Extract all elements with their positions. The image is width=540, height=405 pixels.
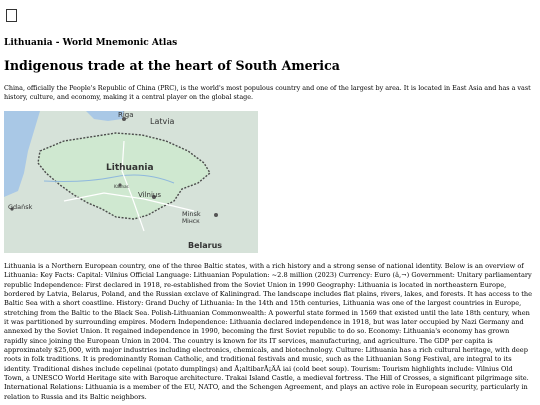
map-label-lithuania: Lithuania — [106, 163, 154, 173]
intro-paragraph: China, officially the People's Republic of China (PRC), is the world's most populous country and one of the largest by area. It is located in East Asia and has a vast history, culture, and economy, making it a central player on the global stage. — [4, 84, 531, 101]
map-label-minsk-cyrillic: Мінск — [182, 218, 200, 225]
map-graphic — [4, 111, 258, 253]
body-paragraph: Lithuania is a Northern European country, one of the three Baltic states, with a rich history and a strong sense of national identity. Below is an overview of Lithuania: Key Facts: Capital: Vilnius Official Language: Lithuanian Population: ~2.8 million (2023) Currency: Euro (â‚¬) Government: Unitary parliamentary republic Independence: First declared in 1918, re-established from the Soviet Union in 1990 Geography: Lithuania is located in northeastern Europe, bordered by Latvia, Belarus, Poland, and the Russian exclave of Kaliningrad. The landscape includes flat plains, rivers, lakes, and forests. It has access to the Baltic Sea with a short coastline. History: Grand Duchy of Lithuania: In the 14th and 15th centuries, Lithuania was one of the largest countries in Europe, stretching from the Baltic to the Black Sea. Polish-Lithuanian Commonwealth: A powerful state formed in 1569 that existed until the late 18th century, when it was partitioned by surrounding empires. Modern Independence: Lithuania declared independence in 1918, but was later occupied by Nazi Germany and annexed by the Soviet Union. It regained independence in 1990, becoming the first Soviet republic to do so. Economy: Lithuania's economy has grown rapidly since joining the European Union in 2004. The country is known for its IT services, manufacturing, and agriculture. The GDP per capita is approximately $25,000, with major industries including electronics, chemicals, and biotechnology. Culture: Lithuania has a rich cultural heritage, with deep roots in folk traditions. It is predominantly Roman Catholic, and traditional festivals and music, such as the Lithuanian Song Festival, are integral to its identity. Traditional dishes include cepelinai (potato dumplings) and Å¡altibarÅ¡ÄÂ iai (cold beet soup). Tourism: Tourism highlights include: Vilnius Old Town, a UNESCO World Heritage site with Baroque architecture. Trakai Island Castle, a medieval fortress. The Hill of Crosses, a significant pilgrimage site. International Relations: Lithuania is a member of the EU, NATO, and the Schengen Agreement, and plays an active role in European security, particularly in relation to Russia and its Baltic neighbors. — [4, 262, 533, 401]
empty-checkbox-icon[interactable] — [6, 9, 17, 22]
map-label-gdansk: Gdańsk — [8, 203, 33, 211]
minsk-dot — [214, 213, 218, 217]
map-label-vilnius: Vilnius — [138, 191, 161, 199]
map-label-belarus: Belarus — [188, 241, 223, 250]
page-title: Indigenous trade at the heart of South America — [4, 58, 340, 73]
map-label-latvia: Latvia — [150, 117, 175, 126]
map-label-minsk: Minsk — [182, 210, 201, 218]
map-label-riga: Riga — [118, 111, 134, 119]
lithuania-map — [4, 111, 258, 253]
map-label-kaunas: Kaunas — [114, 184, 129, 189]
site-title: Lithuania - World Mnemonic Atlas — [4, 38, 178, 48]
baltic-sea — [4, 111, 40, 197]
